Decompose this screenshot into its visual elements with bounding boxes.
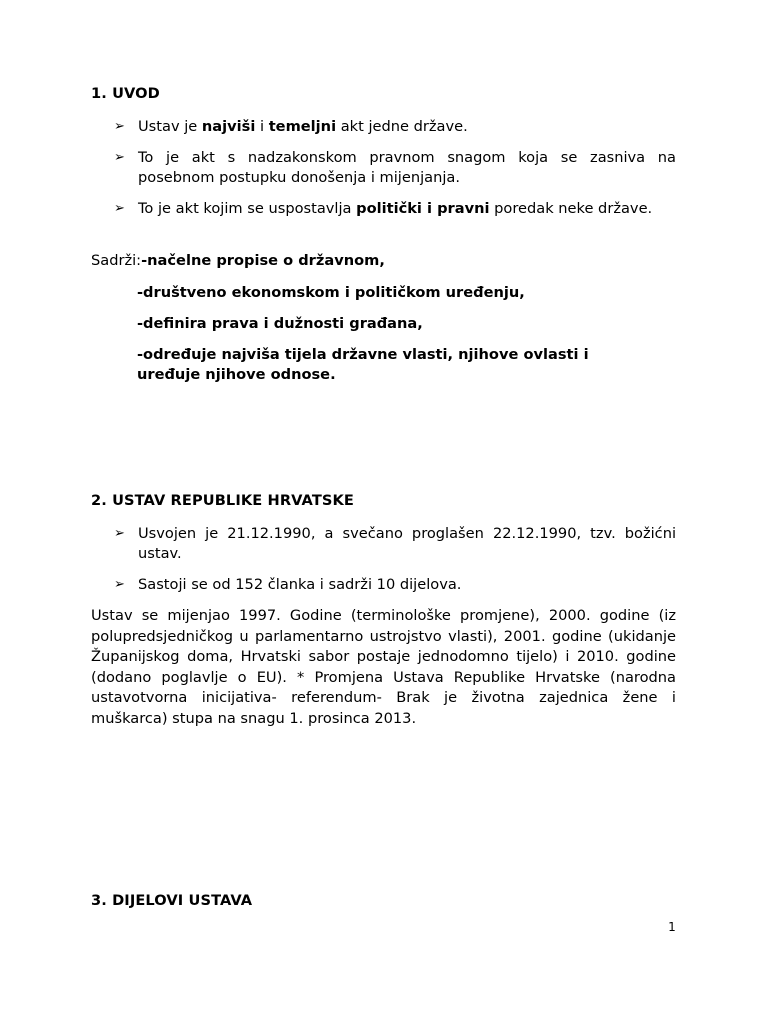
bullet-text	[138, 199, 676, 219]
arrowhead-bullet-icon: ➢	[114, 150, 125, 165]
bullet-text: Usvojen je 21.12.1990, a svečano proglašen 22.12.1990, tzv. božićni ustav.	[138, 525, 676, 562]
text-run: akt jedne države.	[336, 118, 468, 135]
bullet-text	[138, 117, 676, 137]
list-item	[114, 524, 676, 564]
section-heading-uvod: 1. UVOD	[91, 85, 160, 102]
contains-item: -definira prava i dužnosti građana,	[137, 315, 423, 332]
arrowhead-bullet-icon: ➢	[114, 526, 125, 541]
bullet-text: Sastoji se od 152 članka i sadrži 10 dijelova.	[138, 576, 462, 593]
section-heading-ustav-rh: 2. USTAV REPUBLIKE HRVATSKE	[91, 492, 354, 509]
arrowhead-bullet-icon: ➢	[114, 577, 125, 592]
text-run-bold: najviši	[201, 118, 256, 135]
contains-item: -određuje najviša tijela državne vlasti, njihove ovlasti i uređuje njihove odnose.	[137, 346, 589, 383]
list-item	[114, 148, 676, 188]
page-number: 1	[668, 920, 676, 934]
text-run: i	[255, 118, 269, 135]
list-item	[114, 199, 676, 219]
section-heading-dijelovi-ustava: 3. DIJELOVI USTAVA	[91, 892, 253, 909]
contains-first-item: -načelne propise o državnom,	[141, 252, 385, 269]
text-run: poredak neke države.	[489, 200, 653, 217]
contains-label: Sadrži:	[91, 252, 142, 269]
arrowhead-bullet-icon: ➢	[114, 119, 125, 134]
list-item	[114, 117, 676, 137]
contains-item: -društveno ekonomskom i političkom uređenju,	[137, 284, 525, 301]
bullet-text: To je akt s nadzakonskom pravnom snagom koja se zasniva na posebnom postupku donošenja i mijenjanja.	[138, 149, 676, 186]
text-run: To je akt kojim se uspostavlja	[138, 200, 357, 217]
contains-line	[91, 251, 676, 271]
arrowhead-bullet-icon: ➢	[114, 201, 125, 216]
list-item	[114, 575, 676, 595]
amendments-paragraph: Ustav se mijenjao 1997. Godine (terminološke promjene), 2000. godine (iz polupredsjedničkog u parlamentarno ustrojstvo vlasti), 2001. godine (ukidanje Županijskog doma, Hrvatski sabor postaje jednodomno tijelo) i 2010. godine (dodano poglavlje o EU). * Promjena Ustava Republike Hrvatske (narodna ustavotvorna inicijativa- referendum- Brak je životna zajednica žene i muškarca) stupa na snagu 1. prosinca 2013.	[91, 607, 676, 727]
text-run-bold: temeljni	[268, 118, 337, 135]
text-run: Ustav je	[138, 118, 202, 135]
text-run-bold: politički i pravni	[356, 200, 490, 217]
